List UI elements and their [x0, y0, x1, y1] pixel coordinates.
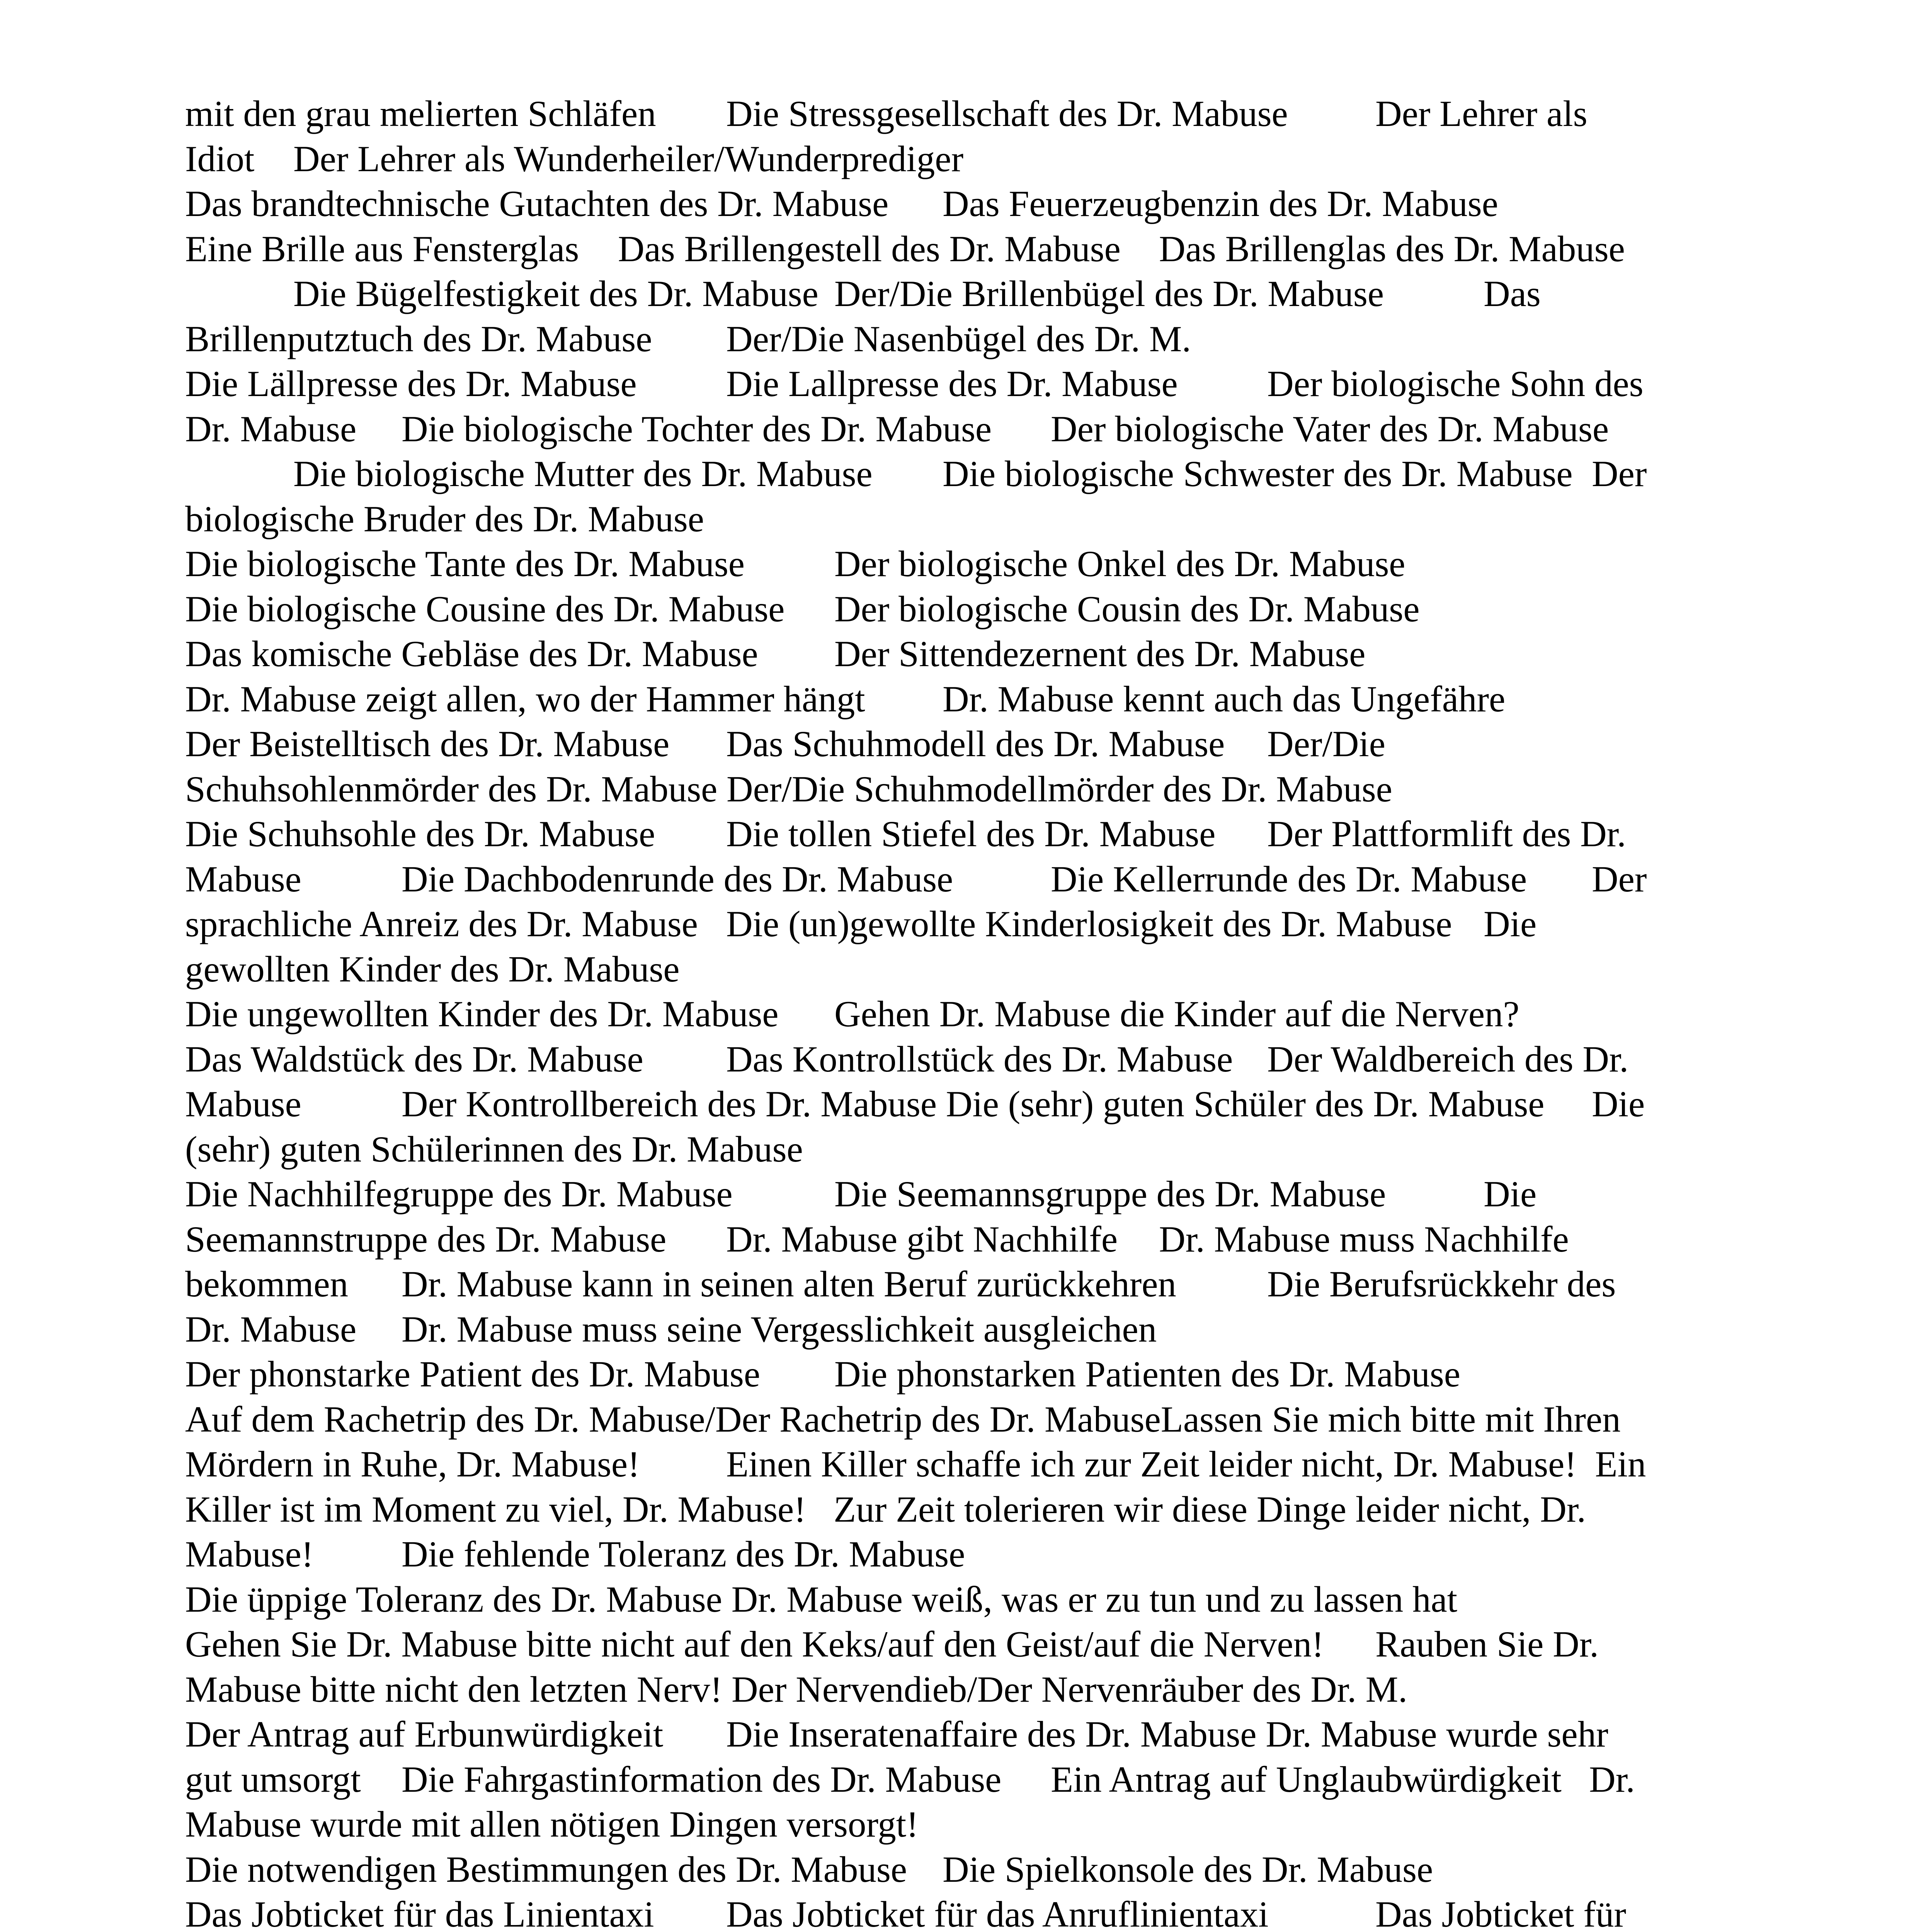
- text-line-content: Mabuse wurde mit allen nötigen Dingen versorgt!: [185, 1804, 919, 1845]
- text-line: [185, 91, 1770, 136]
- text-line-content: Gehen Sie Dr. Mabuse bitte nicht auf den Keks/auf den Geist/auf die Nerven! Rauben Sie Dr.: [185, 1624, 1599, 1665]
- text-line: [185, 992, 1770, 1037]
- text-line: [185, 1262, 1770, 1307]
- text-line-content: gut umsorgt Die Fahrgastinformation des Dr. Mabuse Ein Antrag auf Unglaubwürdigkeit Dr.: [185, 1759, 1635, 1800]
- text-line-content: Die ungewollten Kinder des Dr. Mabuse Gehen Dr. Mabuse die Kinder auf die Nerven?: [185, 993, 1520, 1034]
- text-line-content: Die Bügelfestigkeit des Dr. Mabuse Der/Die Brillenbügel des Dr. Mabuse Das: [185, 273, 1541, 314]
- text-line-content: Dr. Mabuse Dr. Mabuse muss seine Vergesslichkeit ausgleichen: [185, 1308, 1157, 1350]
- text-line: [185, 1847, 1770, 1892]
- text-line: [185, 1352, 1770, 1397]
- text-line: [185, 1307, 1770, 1352]
- text-line-content: Mabuse Die Dachbodenrunde des Dr. Mabuse Die Kellerrunde des Dr. Mabuse Der: [185, 858, 1647, 900]
- text-line-content: Mabuse bitte nicht den letzten Nerv! Der Nervendieb/Der Nervenräuber des Dr. M.: [185, 1668, 1407, 1710]
- text-line: [185, 226, 1770, 272]
- text-line-content: sprachliche Anreiz des Dr. Mabuse Die (un)gewollte Kinderlosigkeit des Dr. Mabuse Die: [185, 903, 1537, 944]
- text-line-content: Mabuse Der Kontrollbereich des Dr. Mabuse Die (sehr) guten Schüler des Dr. Mabuse Die: [185, 1083, 1645, 1124]
- text-line: [185, 1712, 1770, 1757]
- text-line-content: gewollten Kinder des Dr. Mabuse: [185, 948, 680, 990]
- text-line-content: Das Waldstück des Dr. Mabuse Das Kontrollstück des Dr. Mabuse Der Waldbereich des Dr.: [185, 1038, 1628, 1080]
- text-line: [185, 811, 1770, 857]
- text-line-content: Das brandtechnische Gutachten des Dr. Mabuse Das Feuerzeugbenzin des Dr. Mabuse: [185, 183, 1498, 224]
- text-line: [185, 1622, 1770, 1667]
- text-line: [185, 721, 1770, 767]
- text-line: [185, 181, 1770, 226]
- text-line: [185, 947, 1770, 992]
- text-line-content: Eine Brille aus Fensterglas Das Brillengestell des Dr. Mabuse Das Brillenglas des Dr. Mabuse: [185, 228, 1625, 269]
- text-line: [185, 361, 1770, 406]
- text-line: [185, 767, 1770, 812]
- text-line-content: Die Nachhilfegruppe des Dr. Mabuse Die Seemannsgruppe des Dr. Mabuse Die: [185, 1173, 1537, 1214]
- text-line-content: Seemannstruppe des Dr. Mabuse Dr. Mabuse gibt Nachhilfe Dr. Mabuse muss Nachhilfe: [185, 1218, 1569, 1260]
- text-line-content: Idiot Der Lehrer als Wunderheiler/Wunderprediger: [185, 138, 964, 179]
- text-line: [185, 1802, 1770, 1847]
- text-line-content: Killer ist im Moment zu viel, Dr. Mabuse! Zur Zeit tolerieren wir diese Dinge leider nicht, Dr.: [185, 1488, 1586, 1530]
- text-line: [185, 271, 1770, 316]
- text-line: [185, 1397, 1770, 1442]
- text-line: [185, 316, 1770, 362]
- text-line: [185, 1082, 1770, 1127]
- text-line-content: Schuhsohlenmörder des Dr. Mabuse Der/Die Schuhmodellmörder des Dr. Mabuse: [185, 768, 1392, 810]
- text-line: [185, 541, 1770, 587]
- text-line-content: Die biologische Mutter des Dr. Mabuse Die biologische Schwester des Dr. Mabuse Der: [185, 453, 1647, 494]
- text-line: [185, 677, 1770, 722]
- text-line: [185, 631, 1770, 677]
- text-line: [185, 1577, 1770, 1622]
- text-line-content: mit den grau melierten Schläfen Die Stressgesellschaft des Dr. Mabuse Der Lehrer als: [185, 93, 1588, 134]
- text-line-content: (sehr) guten Schülerinnen des Dr. Mabuse: [185, 1128, 803, 1170]
- text-line-content: Dr. Mabuse Die biologische Tochter des Dr. Mabuse Der biologische Vater des Dr. Mabuse: [185, 408, 1609, 449]
- text-line: [185, 1037, 1770, 1082]
- text-line-content: Der phonstarke Patient des Dr. Mabuse Die phonstarken Patienten des Dr. Mabuse: [185, 1354, 1460, 1395]
- text-line-content: biologische Bruder des Dr. Mabuse: [185, 498, 704, 539]
- text-line-content: bekommen Dr. Mabuse kann in seinen alten Beruf zurückkehren Die Berufsrückkehr des: [185, 1264, 1616, 1304]
- text-line: [185, 857, 1770, 902]
- text-line-content: Der Beistelltisch des Dr. Mabuse Das Schuhmodell des Dr. Mabuse Der/Die: [185, 723, 1385, 764]
- text-line: [185, 901, 1770, 947]
- text-line: [185, 451, 1770, 497]
- text-line-content: Auf dem Rachetrip des Dr. Mabuse/Der Rachetrip des Dr. MabuseLassen Sie mich bitte mit Ihren: [185, 1398, 1621, 1440]
- text-line-content: Das Jobticket für das Linientaxi Das Jobticket für das Anruflinientaxi Das Jobticket für: [185, 1894, 1626, 1932]
- text-line-content: Mördern in Ruhe, Dr. Mabuse! Einen Killer schaffe ich zur Zeit leider nicht, Dr. Mabuse! Ein: [185, 1444, 1646, 1485]
- text-line: [185, 1127, 1770, 1172]
- text-line: [185, 136, 1770, 182]
- text-line: [185, 1172, 1770, 1217]
- text-line: [185, 1757, 1770, 1802]
- text-line-content: Der Antrag auf Erbunwürdigkeit Die Inseratenaffaire des Dr. Mabuse Dr. Mabuse wurde sehr: [185, 1714, 1608, 1755]
- body-text: [185, 91, 1770, 1932]
- text-line-content: Die biologische Tante des Dr. Mabuse Der biologische Onkel des Dr. Mabuse: [185, 543, 1406, 584]
- text-line: [185, 587, 1770, 632]
- text-line: [185, 1667, 1770, 1712]
- text-line-content: Die biologische Cousine des Dr. Mabuse Der biologische Cousin des Dr. Mabuse: [185, 588, 1420, 629]
- text-line: [185, 1217, 1770, 1262]
- text-line-content: Die üppige Toleranz des Dr. Mabuse Dr. Mabuse weiß, was er zu tun und zu lassen hat: [185, 1578, 1458, 1620]
- text-line-content: Die notwendigen Bestimmungen des Dr. Mabuse Die Spielkonsole des Dr. Mabuse: [185, 1849, 1433, 1890]
- text-line-content: Mabuse! Die fehlende Toleranz des Dr. Mabuse: [185, 1534, 965, 1575]
- text-line: [185, 406, 1770, 452]
- text-line: [185, 1892, 1770, 1932]
- text-line-content: Die Lällpresse des Dr. Mabuse Die Lallpresse des Dr. Mabuse Der biologische Sohn des: [185, 363, 1644, 404]
- text-line: [185, 1487, 1770, 1532]
- text-line-content: Das komische Gebläse des Dr. Mabuse Der Sittendezernent des Dr. Mabuse: [185, 633, 1366, 674]
- text-line-content: Dr. Mabuse zeigt allen, wo der Hammer hängt Dr. Mabuse kennt auch das Ungefähre: [185, 678, 1506, 719]
- text-line-content: Brillenputztuch des Dr. Mabuse Der/Die Nasenbügel des Dr. M.: [185, 318, 1191, 359]
- text-line-content: Die Schuhsohle des Dr. Mabuse Die tollen Stiefel des Dr. Mabuse Der Plattformlift des Dr.: [185, 813, 1626, 854]
- text-line: [185, 1442, 1770, 1487]
- text-line: [185, 1532, 1770, 1577]
- text-line: [185, 497, 1770, 542]
